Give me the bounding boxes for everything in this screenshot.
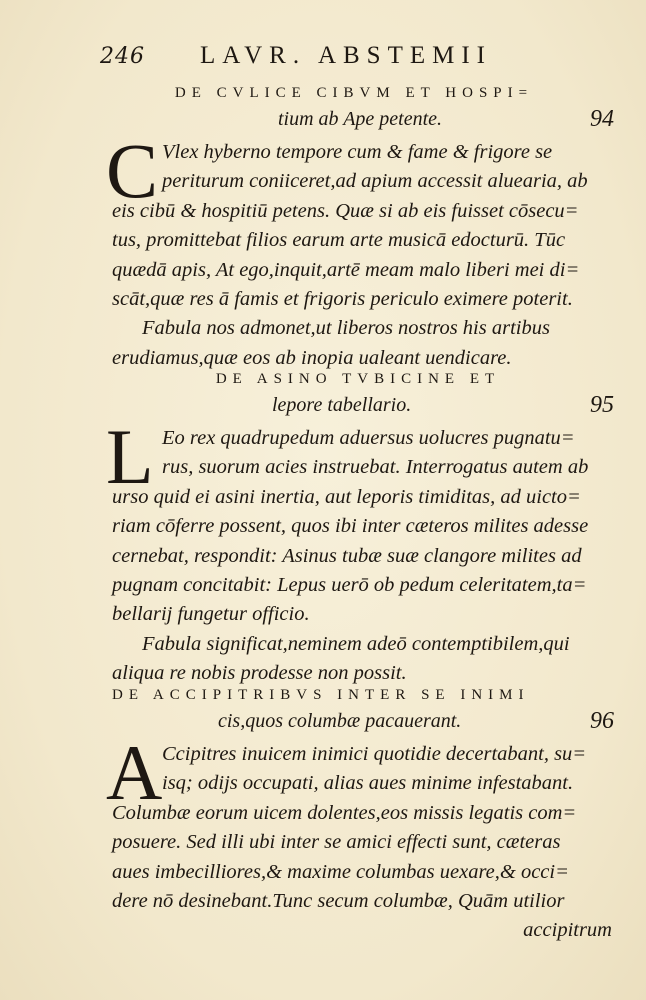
text-line: Ccipitres inuicem inimici quotidie decertabant, su= <box>162 743 587 765</box>
drop-cap: L <box>106 413 154 500</box>
fable-subtitle-row <box>112 104 618 138</box>
fable-body <box>106 413 618 689</box>
catchword: accipitrum <box>523 919 612 942</box>
fable-number: 94 <box>590 106 614 132</box>
text-line: bellarij fungetur officio. <box>112 603 310 626</box>
running-title: LAVR. ABSTEMII <box>200 42 493 69</box>
text-line: aues imbecilliores,& maxime columbas uexare,& occi= <box>112 860 569 883</box>
fable-subtitle: tium ab Ape petente. <box>278 108 443 130</box>
fable-subtitle-row <box>112 706 618 740</box>
fable-subtitle: cis,quos columbæ pacauerant. <box>218 710 462 732</box>
fable-body <box>106 729 618 946</box>
fable-number: 95 <box>590 392 614 418</box>
text-line: eis cibū & hospitiū petens. Quæ si ab eis fuisset cōsecu= <box>112 199 579 222</box>
text-line: Eo rex quadrupedum aduersus uolucres pugnatu= <box>162 427 575 449</box>
fable-number: 96 <box>590 708 614 734</box>
text-line: Columbæ eorum uicem dolentes,eos missis legatis com= <box>112 801 577 824</box>
moral-line: Fabula significat,neminem adeō contemptibilem,qui <box>142 632 570 655</box>
text-line: cernebat, respondit: Asinus tubæ suæ clangore milites ad <box>112 544 582 567</box>
fable-96 <box>106 684 618 946</box>
text-line: rus, suorum acies instruebat. Interrogatus autem ab <box>162 456 589 479</box>
text-line: pugnam concitabit: Lepus uerō ob pedum celeritatem,ta= <box>112 573 587 596</box>
fable-body <box>106 127 618 373</box>
text-line: isq; odijs occupati, alias aues minime infestabant. <box>162 772 574 795</box>
text-line: tus, promittebat filios earum arte musicā edocturū. Tūc <box>112 229 566 252</box>
drop-cap: A <box>106 729 163 816</box>
fable-94 <box>106 82 618 373</box>
text-line: quædā apis, At ego,inquit,artē meam malo liberi mei di= <box>112 258 580 281</box>
fable-title: DE ACCIPITRIBVS INTER SE INIMI <box>112 687 530 703</box>
text-line: Vlex hyberno tempore cum & fame & frigore se <box>162 141 553 163</box>
moral-line: aliqua re nobis prodesse non possit. <box>112 662 407 685</box>
text-line: posuere. Sed illi ubi inter se amici effecti sunt, cæteras <box>112 831 561 854</box>
text-line: periturum coniiceret,ad apium accessit aluearia, ab <box>162 170 588 193</box>
fable-title: DE ASINO TVBICINE ET <box>215 371 501 387</box>
text-line: riam cōferre possent, quos ibi inter cæteros milites adesse <box>112 515 589 538</box>
fable-95 <box>106 368 618 689</box>
moral-line: Fabula nos admonet,ut liberos nostros his artibus <box>142 317 550 340</box>
page-number: 246 <box>100 44 145 69</box>
moral-line: erudiamus,quæ eos ab inopia ualeant uendicare. <box>112 346 512 369</box>
fable-subtitle-row <box>112 390 618 424</box>
fable-title: DE CVLICE CIBVM ET HOSPI= <box>174 85 534 101</box>
text-line: urso quid ei asini inertia, aut leporis timiditas, ad uicto= <box>112 485 581 508</box>
fable-subtitle: lepore tabellario. <box>272 394 412 416</box>
running-head <box>100 40 560 76</box>
text-line: dere nō desinebant.Tunc secum columbæ, Quām utilior <box>112 889 565 912</box>
text-line: scāt,quæ res ā famis et frigoris periculo eximere poterit. <box>112 287 573 310</box>
drop-cap: C <box>106 127 159 214</box>
